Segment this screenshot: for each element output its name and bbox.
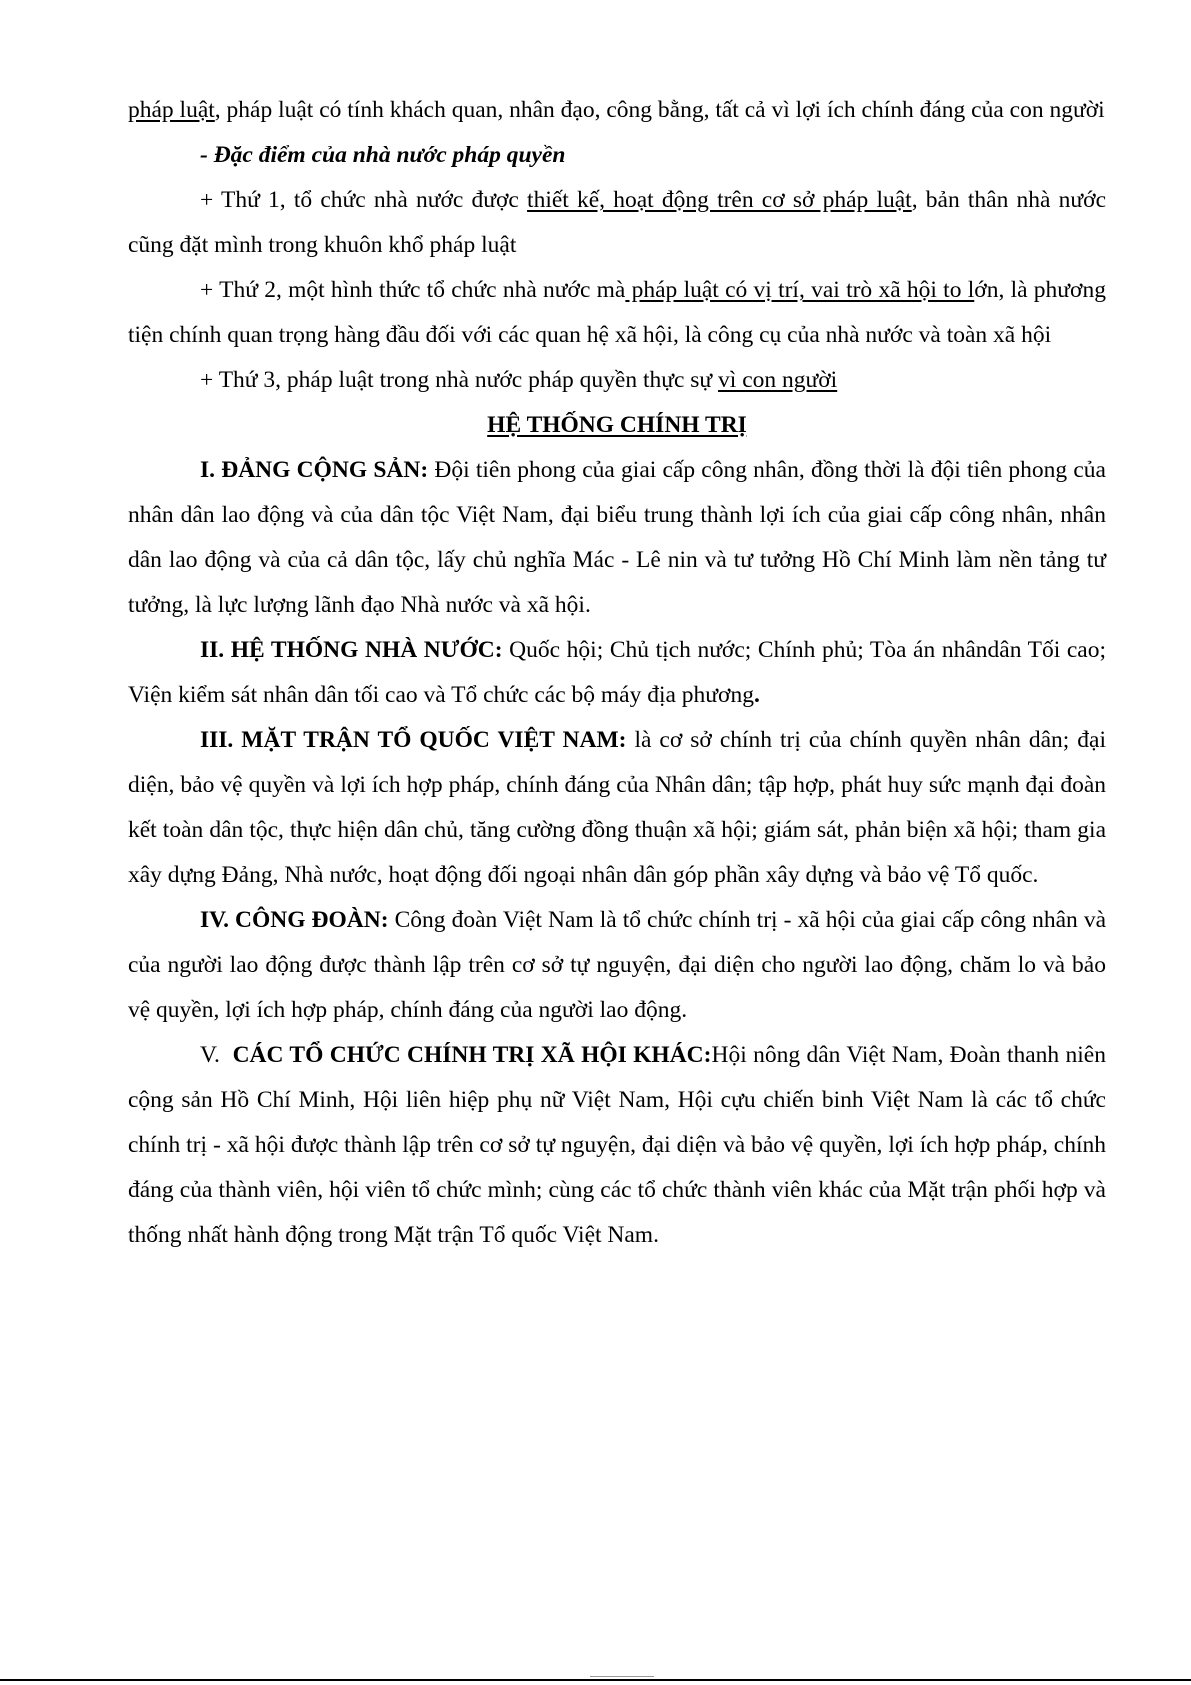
section-text: là cơ sở chính trị của chính quyền nhân dân; đại diện, bảo vệ quyền và lợi ích hợp pháp, chính đáng của Nhân dân; tập hợp, phát huy sức mạnh đại đoàn kết toàn dân tộc, thực hiện dân chủ, tăng cường đồng thuận xã hội; giám sát, phản biện xã hội; tham gia xây dựng Đảng, Nhà nước, hoạt động đối ngoại nhân dân góp phần xây dựng và bảo vệ Tổ quốc. [128, 727, 1106, 888]
section-to-chuc-khac [128, 1033, 1106, 1258]
section-text: Công đoàn Việt Nam là tổ chức chính trị - xã hội của giai cấp công nhân và của người lao động được thành lập trên cơ sở tự nguyện, đại diện cho người lao động, chăm lo và bảo vệ quyền, lợi ích hợp pháp, chính đáng của người lao động. [128, 907, 1107, 1023]
section-he-thong-nha-nuoc [128, 628, 1106, 718]
section-title: HỆ THỐNG CHÍNH TRỊ [487, 412, 747, 438]
intro-paragraph [128, 88, 1106, 133]
section-text: Đội tiên phong của giai cấp công nhân, đồng thời là đội tiên phong của nhân dân lao động và của dân tộc Việt Nam, đại biểu trung thành lợi ích của giai cấp công nhân, nhân dân lao động và của cả dân tộc, lấy chủ nghĩa Mác - Lê nin và tư tưởng Hồ Chí Minh làm nền tảng tư tưởng, là lực lượng lãnh đạo Nhà nước và xã hội. [128, 457, 1106, 618]
subheading-text: - Đặc điểm của nhà nước pháp quyền [200, 142, 566, 168]
section-text: Hội nông dân Việt Nam, Đoàn thanh niên cộng sản Hồ Chí Minh, Hội liên hiệp phụ nữ Việt Nam, Hội cựu chiến binh Việt Nam là các tổ chức chính trị - xã hội được thành lập trên cơ sở tự nguyện, đại diện và bảo vệ quyền, lợi ích hợp pháp, chính đáng của thành viên, hội viên tổ chức mình; cùng các tổ chức thành viên khác của Mặt trận phối hợp và thống nhất hành động trong Mặt trận Tổ quốc Việt Nam. [128, 1042, 1106, 1248]
text-run: + Thứ 1, tổ chức nhà nước được [200, 187, 528, 213]
footer-divider [0, 1679, 1191, 1681]
section-dang-cong-san [128, 448, 1106, 628]
underlined-phrase: vì con người [718, 367, 838, 393]
underlined-phrase: thiết kế, hoạt động trên cơ sở pháp luật [527, 187, 912, 213]
feature-point-2 [128, 268, 1106, 358]
section-label: II. HỆ THỐNG NHÀ NƯỚC: [200, 637, 503, 663]
section-label: CÁC TỔ CHỨC CHÍNH TRỊ XÃ HỘI KHÁC: [232, 1042, 712, 1068]
text-run: , pháp luật có tính khách quan, nhân đạo, công bằng, tất cả vì lợi ích chính đáng của con người [214, 97, 1105, 123]
section-label: III. MẶT TRẬN TỔ QUỐC VIỆT NAM: [200, 727, 627, 753]
footer-mark [590, 1676, 654, 1677]
section-end-mark: . [753, 682, 760, 708]
section-mat-tran-to-quoc [128, 718, 1106, 898]
feature-point-1 [128, 178, 1106, 268]
document-body [128, 88, 1106, 1258]
underlined-phrase: pháp luật có vị trí, vai trò xã hội to l [625, 277, 975, 303]
text-run: , bản thân nhà nước cũng đặt mình trong khuôn khổ pháp luật [128, 187, 1107, 258]
feature-point-3 [128, 358, 1106, 403]
section-label: I. ĐẢNG CỘNG SẢN: [200, 457, 429, 483]
text-run: ớn, là phương tiện chính quan trọng hàng đầu đối với các quan hệ xã hội, là công cụ của nhà nước và toàn xã hội [128, 277, 1106, 348]
text-run: + Thứ 3, pháp luật trong nhà nước pháp quyền thực sự [200, 367, 719, 393]
section-text: Quốc hội; Chủ tịch nước; Chính phủ; Tòa án nhândân Tối cao; Viện kiểm sát nhân dân tối cao và Tổ chức các bộ máy địa phương [128, 637, 1106, 708]
section-label: IV. CÔNG ĐOÀN: [200, 907, 389, 933]
section-prefix: V. [200, 1042, 233, 1068]
text-run: + Thứ 2, một hình thức tổ chức nhà nước mà [200, 277, 626, 303]
underlined-phrase: pháp luật [128, 97, 215, 123]
features-heading [128, 133, 1106, 178]
section-cong-doan [128, 898, 1106, 1033]
